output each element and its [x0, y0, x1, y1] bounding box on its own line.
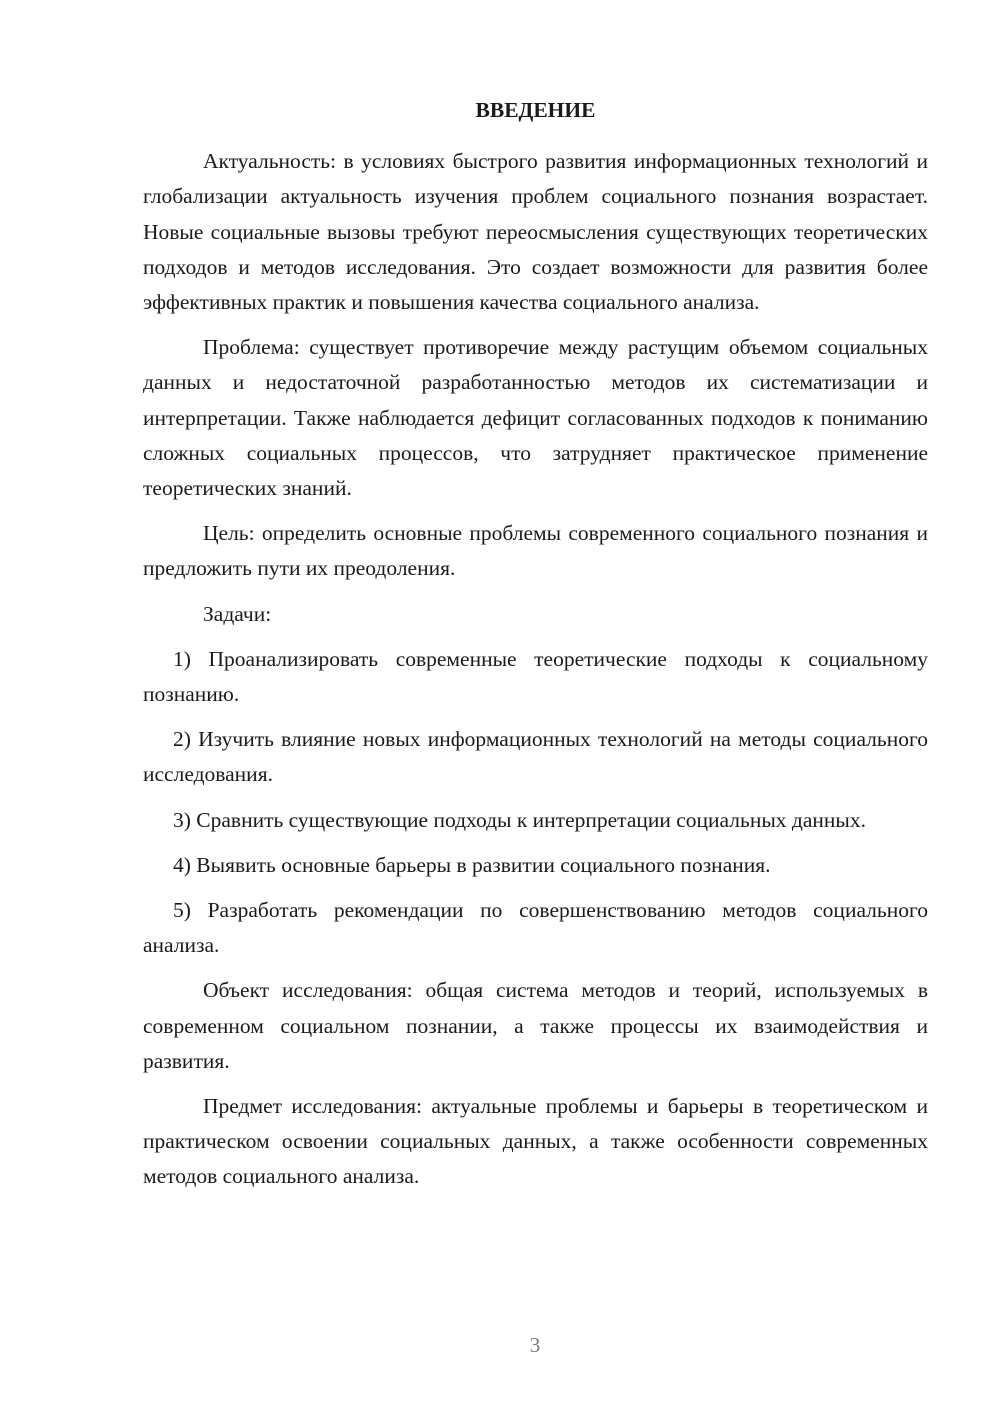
task-item-1: 1) Проанализировать современные теоретические подходы к социальному познанию. — [143, 646, 928, 707]
paragraph-problem: Проблема: существует противоречие между растущим объемом социальных данных и недостаточной разработанностью методов их систематизации и интерпретации. Также наблюдается дефицит согласованных подходов к пониманию сложных социальных процессов, что затрудняет практическое применение теоретических знаний. — [143, 335, 928, 501]
page-number: 3 — [529, 1333, 541, 1357]
document-page — [143, 93, 928, 1205]
task-item-3: 3) Сравнить существующие подходы к интерпретации социальных данных. — [173, 807, 866, 832]
task-item-5: 5) Разработать рекомендации по совершенствованию методов социального анализа. — [143, 898, 928, 958]
paragraph-relevance: Актуальность: в условиях быстрого развития информационных технологий и глобализации актуальность изучения проблем социального познания возрастает. Новые социальные вызовы требуют переосмысления существующих теоретических подходов и методов исследования. Это создает возможности для развития более эффективных практик и повышения качества социального анализа. — [143, 149, 928, 315]
task-item-2: 2) Изучить влияние новых информационных технологий на методы социального исследования. — [143, 727, 928, 787]
paragraph-object: Объект исследования: общая система методов и теорий, используемых в современном социальном познании, а также процессы их взаимодействия и развития. — [143, 978, 928, 1073]
paragraph-goal: Цель: определить основные проблемы современного социального познания и предложить пути их преодоления. — [143, 521, 928, 581]
tasks-heading: Задачи: — [203, 601, 272, 626]
paragraph-subject: Предмет исследования: актуальные проблемы и барьеры в теоретическом и практическом освоении социальных данных, а также особенности современных методов социального анализа. — [143, 1094, 928, 1189]
task-item-4: 4) Выявить основные барьеры в развитии социального познания. — [173, 852, 771, 877]
section-title: ВВЕДЕНИЕ — [475, 98, 596, 122]
